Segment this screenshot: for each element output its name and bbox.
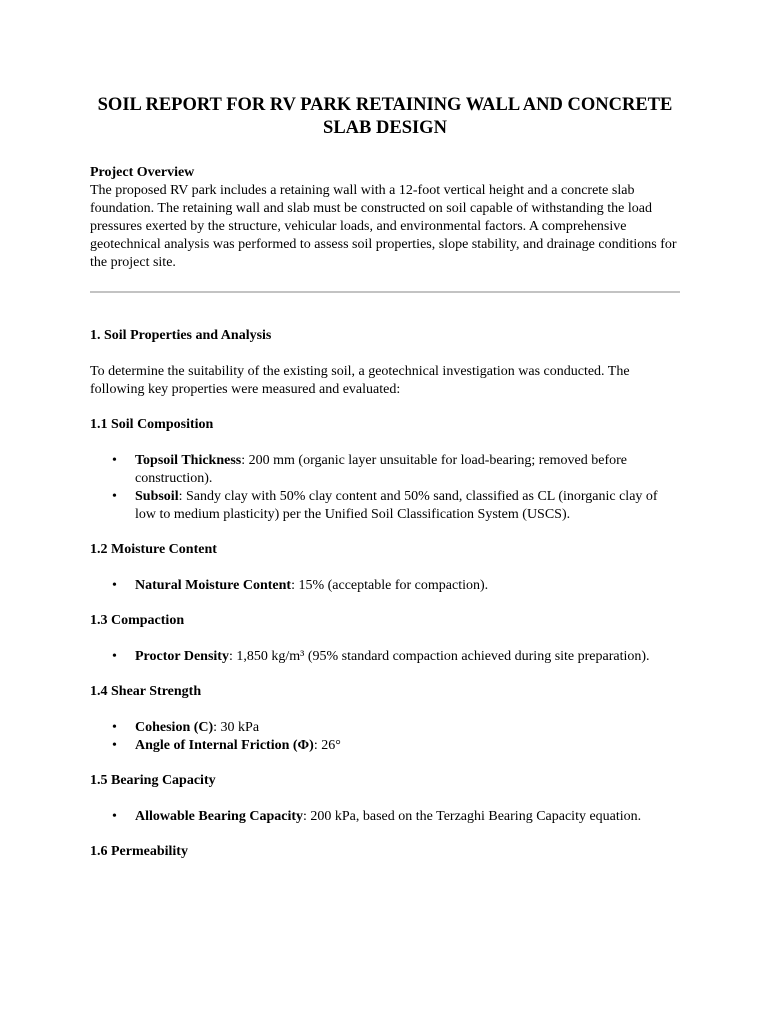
bearing-capacity-heading: 1.5 Bearing Capacity xyxy=(90,773,216,788)
item-term: Natural Moisture Content xyxy=(135,578,292,593)
permeability-heading: 1.6 Permeability xyxy=(90,844,188,859)
horizontal-divider xyxy=(90,291,680,293)
section-1-heading: 1. Soil Properties and Analysis xyxy=(90,328,272,343)
bearing-capacity-list xyxy=(90,808,680,826)
item-term: Allowable Bearing Capacity xyxy=(135,809,303,824)
bullet-icon: • xyxy=(112,489,117,504)
bullet-icon: • xyxy=(112,649,117,664)
list-item xyxy=(90,577,680,595)
item-term: Angle of Internal Friction (Φ) xyxy=(135,738,314,753)
compaction-list xyxy=(90,648,680,666)
soil-composition-heading: 1.1 Soil Composition xyxy=(90,417,214,432)
bullet-icon: • xyxy=(112,453,117,468)
item-term: Topsoil Thickness xyxy=(135,453,242,468)
document-page xyxy=(90,94,680,861)
item-text: : 15% (acceptable for compaction). xyxy=(291,578,489,593)
bullet-icon: • xyxy=(112,809,117,824)
project-overview-heading: Project Overview xyxy=(90,165,195,180)
moisture-content-heading: 1.2 Moisture Content xyxy=(90,542,217,557)
bullet-icon: • xyxy=(112,720,117,735)
shear-strength-list xyxy=(90,719,680,755)
list-item xyxy=(90,719,680,737)
moisture-content-list xyxy=(90,577,680,595)
project-overview-text: The proposed RV park includes a retaining wall with a 12-foot vertical height and a concrete slab foundation. The retaining wall and slab must be constructed on soil capable of withstanding the load pressures exerted by the structure, vehicular loads, and environmental factors. A comprehensive geotechnical analysis was performed to assess soil properties, slope stability, and drainage conditions for the project site. xyxy=(90,183,677,270)
section-1-intro: To determine the suitability of the existing soil, a geotechnical investigation was conducted. The following key properties were measured and evaluated: xyxy=(90,364,630,397)
bullet-icon: • xyxy=(112,578,117,593)
soil-composition-list xyxy=(90,452,680,524)
compaction-heading: 1.3 Compaction xyxy=(90,613,185,628)
item-text: : 1,850 kg/m³ (95% standard compaction achieved during site preparation). xyxy=(228,649,650,664)
list-item xyxy=(90,488,680,524)
document-title: SOIL REPORT FOR RV PARK RETAINING WALL AND CONCRETE SLAB DESIGN xyxy=(97,95,673,138)
item-text: : 26° xyxy=(313,738,341,753)
item-text: : 200 kPa, based on the Terzaghi Bearing Capacity equation. xyxy=(303,809,642,824)
list-item xyxy=(90,452,680,488)
list-item xyxy=(90,808,680,826)
shear-strength-heading: 1.4 Shear Strength xyxy=(90,684,202,699)
bullet-icon: • xyxy=(112,738,117,753)
item-term: Subsoil xyxy=(135,489,179,504)
item-term: Proctor Density xyxy=(135,649,229,664)
list-item xyxy=(90,648,680,666)
item-term: Cohesion (C) xyxy=(135,720,214,735)
item-text: : Sandy clay with 50% clay content and 50% sand, classified as CL (inorganic clay of low to medium plasticity) per the Unified Soil Classification System (USCS). xyxy=(135,489,658,522)
item-text: : 30 kPa xyxy=(213,720,260,735)
item-text: : 200 mm (organic layer unsuitable for load-bearing; removed before construction). xyxy=(135,453,628,486)
list-item xyxy=(90,737,680,755)
